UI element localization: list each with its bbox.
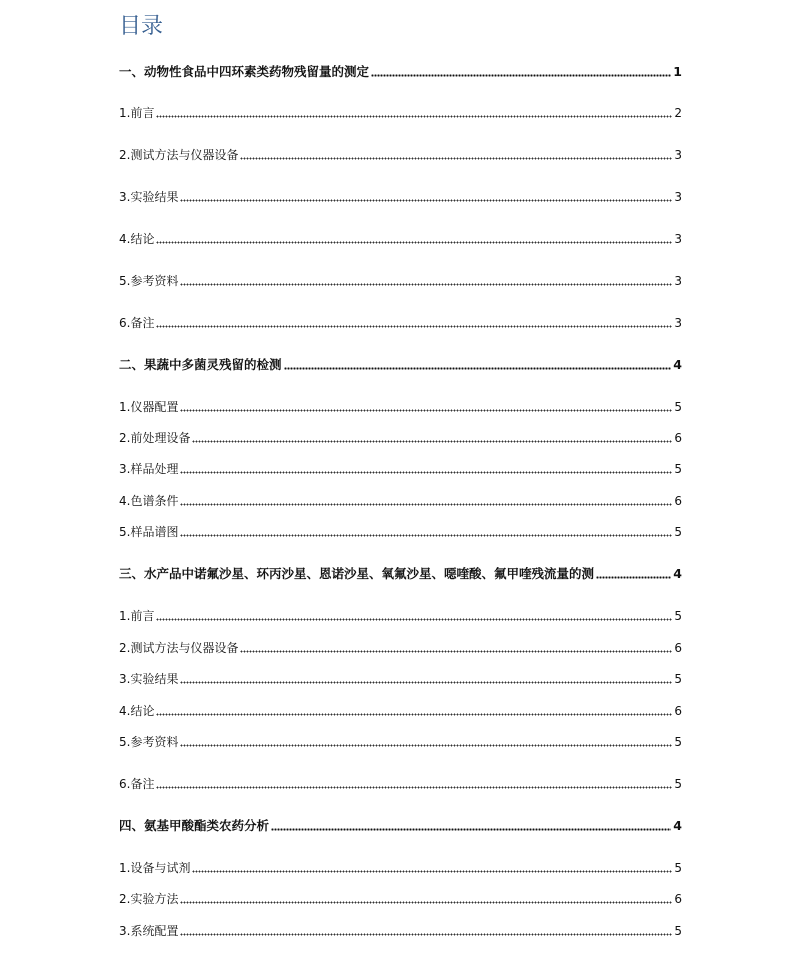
toc-entry-label: 一、动物性食品中四环素类药物残留量的测定 bbox=[119, 64, 370, 79]
dot-leader bbox=[180, 744, 672, 747]
toc-entry-page: 6 bbox=[674, 494, 682, 508]
dot-leader bbox=[192, 870, 672, 873]
toc-entry-label: 4.结论 bbox=[119, 704, 155, 718]
toc-entry-label: 3.样品处理 bbox=[119, 462, 179, 476]
toc-entry-label: 2.前处理设备 bbox=[119, 431, 191, 445]
dot-leader bbox=[156, 115, 672, 118]
toc-entry[interactable] bbox=[119, 732, 682, 750]
toc-entry-page: 3 bbox=[674, 232, 682, 246]
toc-entry[interactable] bbox=[119, 491, 682, 509]
toc-entry[interactable] bbox=[119, 921, 682, 939]
dot-leader bbox=[180, 471, 672, 474]
toc-entry-label: 6.备注 bbox=[119, 316, 155, 330]
toc-entry[interactable] bbox=[119, 62, 682, 80]
dot-leader bbox=[180, 199, 672, 202]
toc-entry[interactable] bbox=[119, 103, 682, 121]
toc-entry-label: 5.样品谱图 bbox=[119, 525, 179, 539]
toc-entry[interactable] bbox=[119, 669, 682, 687]
dot-leader bbox=[180, 681, 672, 684]
toc-entry-label: 6.备注 bbox=[119, 777, 155, 791]
dot-leader bbox=[271, 828, 671, 831]
toc-entry-label: 5.参考资料 bbox=[119, 274, 179, 288]
dot-leader bbox=[240, 650, 672, 653]
toc-entry[interactable] bbox=[119, 145, 682, 163]
toc-entry-page: 5 bbox=[674, 777, 682, 791]
toc-entry-label: 4.色谱条件 bbox=[119, 494, 179, 508]
toc-entry-page: 3 bbox=[674, 316, 682, 330]
toc-entry-label: 5.参考资料 bbox=[119, 735, 179, 749]
dot-leader bbox=[180, 534, 672, 537]
toc-entry[interactable] bbox=[119, 816, 682, 834]
toc-entry-label: 三、水产品中诺氟沙星、环丙沙星、恩诺沙星、氧氟沙星、噁喹酸、氟甲喹残流量的测 bbox=[119, 566, 595, 581]
dot-leader bbox=[156, 713, 672, 716]
toc-entry[interactable] bbox=[119, 355, 682, 373]
dot-leader bbox=[284, 367, 672, 370]
toc-entry-label: 3.系统配置 bbox=[119, 924, 179, 938]
toc-entry-page: 4 bbox=[673, 818, 682, 833]
toc-entry-page: 4 bbox=[673, 357, 682, 372]
toc-entry-page: 5 bbox=[674, 861, 682, 875]
toc-entry[interactable] bbox=[119, 774, 682, 792]
toc-entry-page: 5 bbox=[674, 924, 682, 938]
toc-entry[interactable] bbox=[119, 397, 682, 415]
toc-entry[interactable] bbox=[119, 858, 682, 876]
toc-entry-page: 5 bbox=[674, 462, 682, 476]
dot-leader bbox=[240, 157, 672, 160]
toc-entry-label: 3.实验结果 bbox=[119, 190, 179, 204]
toc-entry-page: 6 bbox=[674, 431, 682, 445]
toc-entry-page: 6 bbox=[674, 641, 682, 655]
toc-entry-label: 1.前言 bbox=[119, 106, 155, 120]
toc-entry[interactable] bbox=[119, 459, 682, 477]
toc-entry-label: 2.测试方法与仪器设备 bbox=[119, 641, 239, 655]
toc-entry[interactable] bbox=[119, 229, 682, 247]
toc-entry-page: 5 bbox=[674, 525, 682, 539]
dot-leader bbox=[180, 901, 672, 904]
dot-leader bbox=[180, 933, 672, 936]
dot-leader bbox=[180, 409, 672, 412]
toc-entry[interactable] bbox=[119, 428, 682, 446]
toc-entry-page: 1 bbox=[673, 64, 682, 79]
toc-entry[interactable] bbox=[119, 187, 682, 205]
toc-entry-page: 6 bbox=[674, 892, 682, 906]
dot-leader bbox=[156, 325, 672, 328]
toc-entry-page: 4 bbox=[673, 566, 682, 581]
toc-entry-label: 二、果蔬中多菌灵残留的检测 bbox=[119, 357, 282, 372]
toc-entry-page: 3 bbox=[674, 148, 682, 162]
toc-entry[interactable] bbox=[119, 271, 682, 289]
toc-entry-page: 3 bbox=[674, 274, 682, 288]
toc-entry-label: 4.结论 bbox=[119, 232, 155, 246]
toc-entry[interactable] bbox=[119, 522, 682, 540]
dot-leader bbox=[371, 74, 671, 77]
toc-entry-page: 5 bbox=[674, 672, 682, 686]
toc-entry-label: 1.设备与试剂 bbox=[119, 861, 191, 875]
toc-entry[interactable] bbox=[119, 889, 682, 907]
toc-entry-label: 2.测试方法与仪器设备 bbox=[119, 148, 239, 162]
toc-entry-page: 2 bbox=[674, 106, 682, 120]
toc-entry-label: 四、氨基甲酸酯类农药分析 bbox=[119, 818, 270, 833]
toc-entry-page: 6 bbox=[674, 704, 682, 718]
toc-entry[interactable] bbox=[119, 701, 682, 719]
dot-leader bbox=[156, 786, 672, 789]
toc-title: 目录 bbox=[119, 14, 164, 39]
toc-entry-page: 5 bbox=[674, 735, 682, 749]
dot-leader bbox=[596, 576, 671, 579]
toc-entry-page: 5 bbox=[674, 609, 682, 623]
toc-entry-page: 5 bbox=[674, 400, 682, 414]
toc-entry[interactable] bbox=[119, 606, 682, 624]
toc-entry-label: 3.实验结果 bbox=[119, 672, 179, 686]
toc-entry[interactable] bbox=[119, 638, 682, 656]
toc-entry[interactable] bbox=[119, 313, 682, 331]
toc-entry-label: 1.仪器配置 bbox=[119, 400, 179, 414]
toc-entry-page: 3 bbox=[674, 190, 682, 204]
dot-leader bbox=[180, 283, 672, 286]
dot-leader bbox=[156, 618, 672, 621]
dot-leader bbox=[192, 440, 672, 443]
dot-leader bbox=[156, 241, 672, 244]
toc-entry[interactable] bbox=[119, 564, 682, 582]
dot-leader bbox=[180, 503, 672, 506]
toc-entry-label: 2.实验方法 bbox=[119, 892, 179, 906]
toc-entry-label: 1.前言 bbox=[119, 609, 155, 623]
